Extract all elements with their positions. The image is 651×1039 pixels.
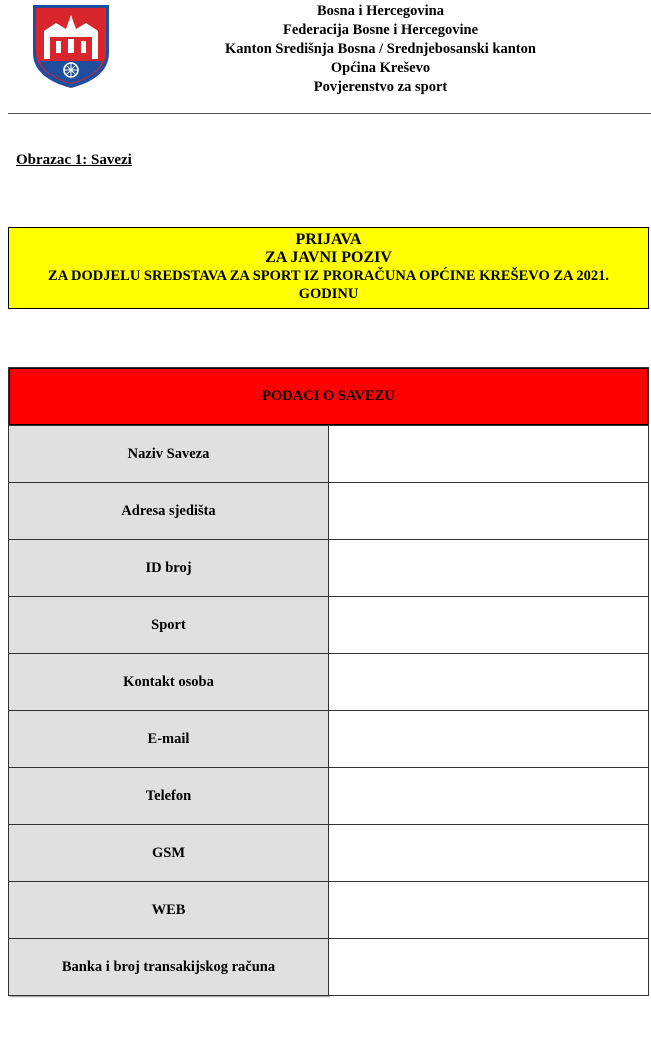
federation-data-table — [8, 367, 649, 996]
table-row — [9, 654, 649, 711]
issuer-header — [110, 2, 651, 97]
form-label: Obrazac 1: Savezi — [16, 152, 132, 168]
table-row — [9, 825, 649, 882]
header-line: Kanton Središnja Bosna / Srednjebosanski kanton — [225, 41, 536, 57]
field-label-adresa-sjedista: Adresa sjedišta — [9, 483, 329, 540]
table-row — [9, 483, 649, 540]
title-line-2: ZA JAVNI POZIV — [265, 249, 392, 266]
table-row — [9, 711, 649, 768]
table-row — [9, 768, 649, 825]
table-row — [9, 939, 649, 996]
field-label-banka: Banka i broj transakijskog računa — [9, 939, 329, 996]
field-label-email: E-mail — [9, 711, 329, 768]
table-row — [9, 882, 649, 939]
field-value-adresa-sjedista[interactable] — [329, 483, 649, 540]
municipality-crest-icon — [30, 3, 112, 89]
header-line: Bosna i Hercegovina — [316, 3, 444, 19]
table-row — [9, 540, 649, 597]
field-value-web[interactable] — [329, 882, 649, 939]
application-title-box — [8, 227, 649, 309]
field-value-kontakt-osoba[interactable] — [329, 654, 649, 711]
table-header: PODACI O SAVEZU — [9, 368, 649, 426]
field-label-kontakt-osoba: Kontakt osoba — [9, 654, 329, 711]
field-label-gsm: GSM — [9, 825, 329, 882]
field-value-naziv-saveza[interactable] — [329, 426, 649, 483]
field-label-telefon: Telefon — [9, 768, 329, 825]
header-line: Povjerenstvo za sport — [313, 79, 448, 95]
header-divider — [8, 113, 651, 114]
field-value-email[interactable] — [329, 711, 649, 768]
field-label-sport: Sport — [9, 597, 329, 654]
title-line-1: PRIJAVA — [295, 231, 362, 248]
header-line: Federacija Bosne i Hercegovine — [282, 22, 479, 38]
table-row — [9, 597, 649, 654]
field-value-gsm[interactable] — [329, 825, 649, 882]
field-value-banka[interactable] — [329, 939, 649, 996]
field-value-id-broj[interactable] — [329, 540, 649, 597]
field-value-sport[interactable] — [329, 597, 649, 654]
header-line: Općina Kreševo — [330, 60, 431, 76]
field-label-naziv-saveza: Naziv Saveza — [9, 426, 329, 483]
table-row — [9, 426, 649, 483]
field-label-id-broj: ID broj — [9, 540, 329, 597]
field-label-web: WEB — [9, 882, 329, 939]
field-value-telefon[interactable] — [329, 768, 649, 825]
title-line-3: ZA DODJELU SREDSTAVA ZA SPORT IZ PRORAČUNA OPĆINE KREŠEVO ZA 2021. GODINU — [48, 268, 609, 302]
